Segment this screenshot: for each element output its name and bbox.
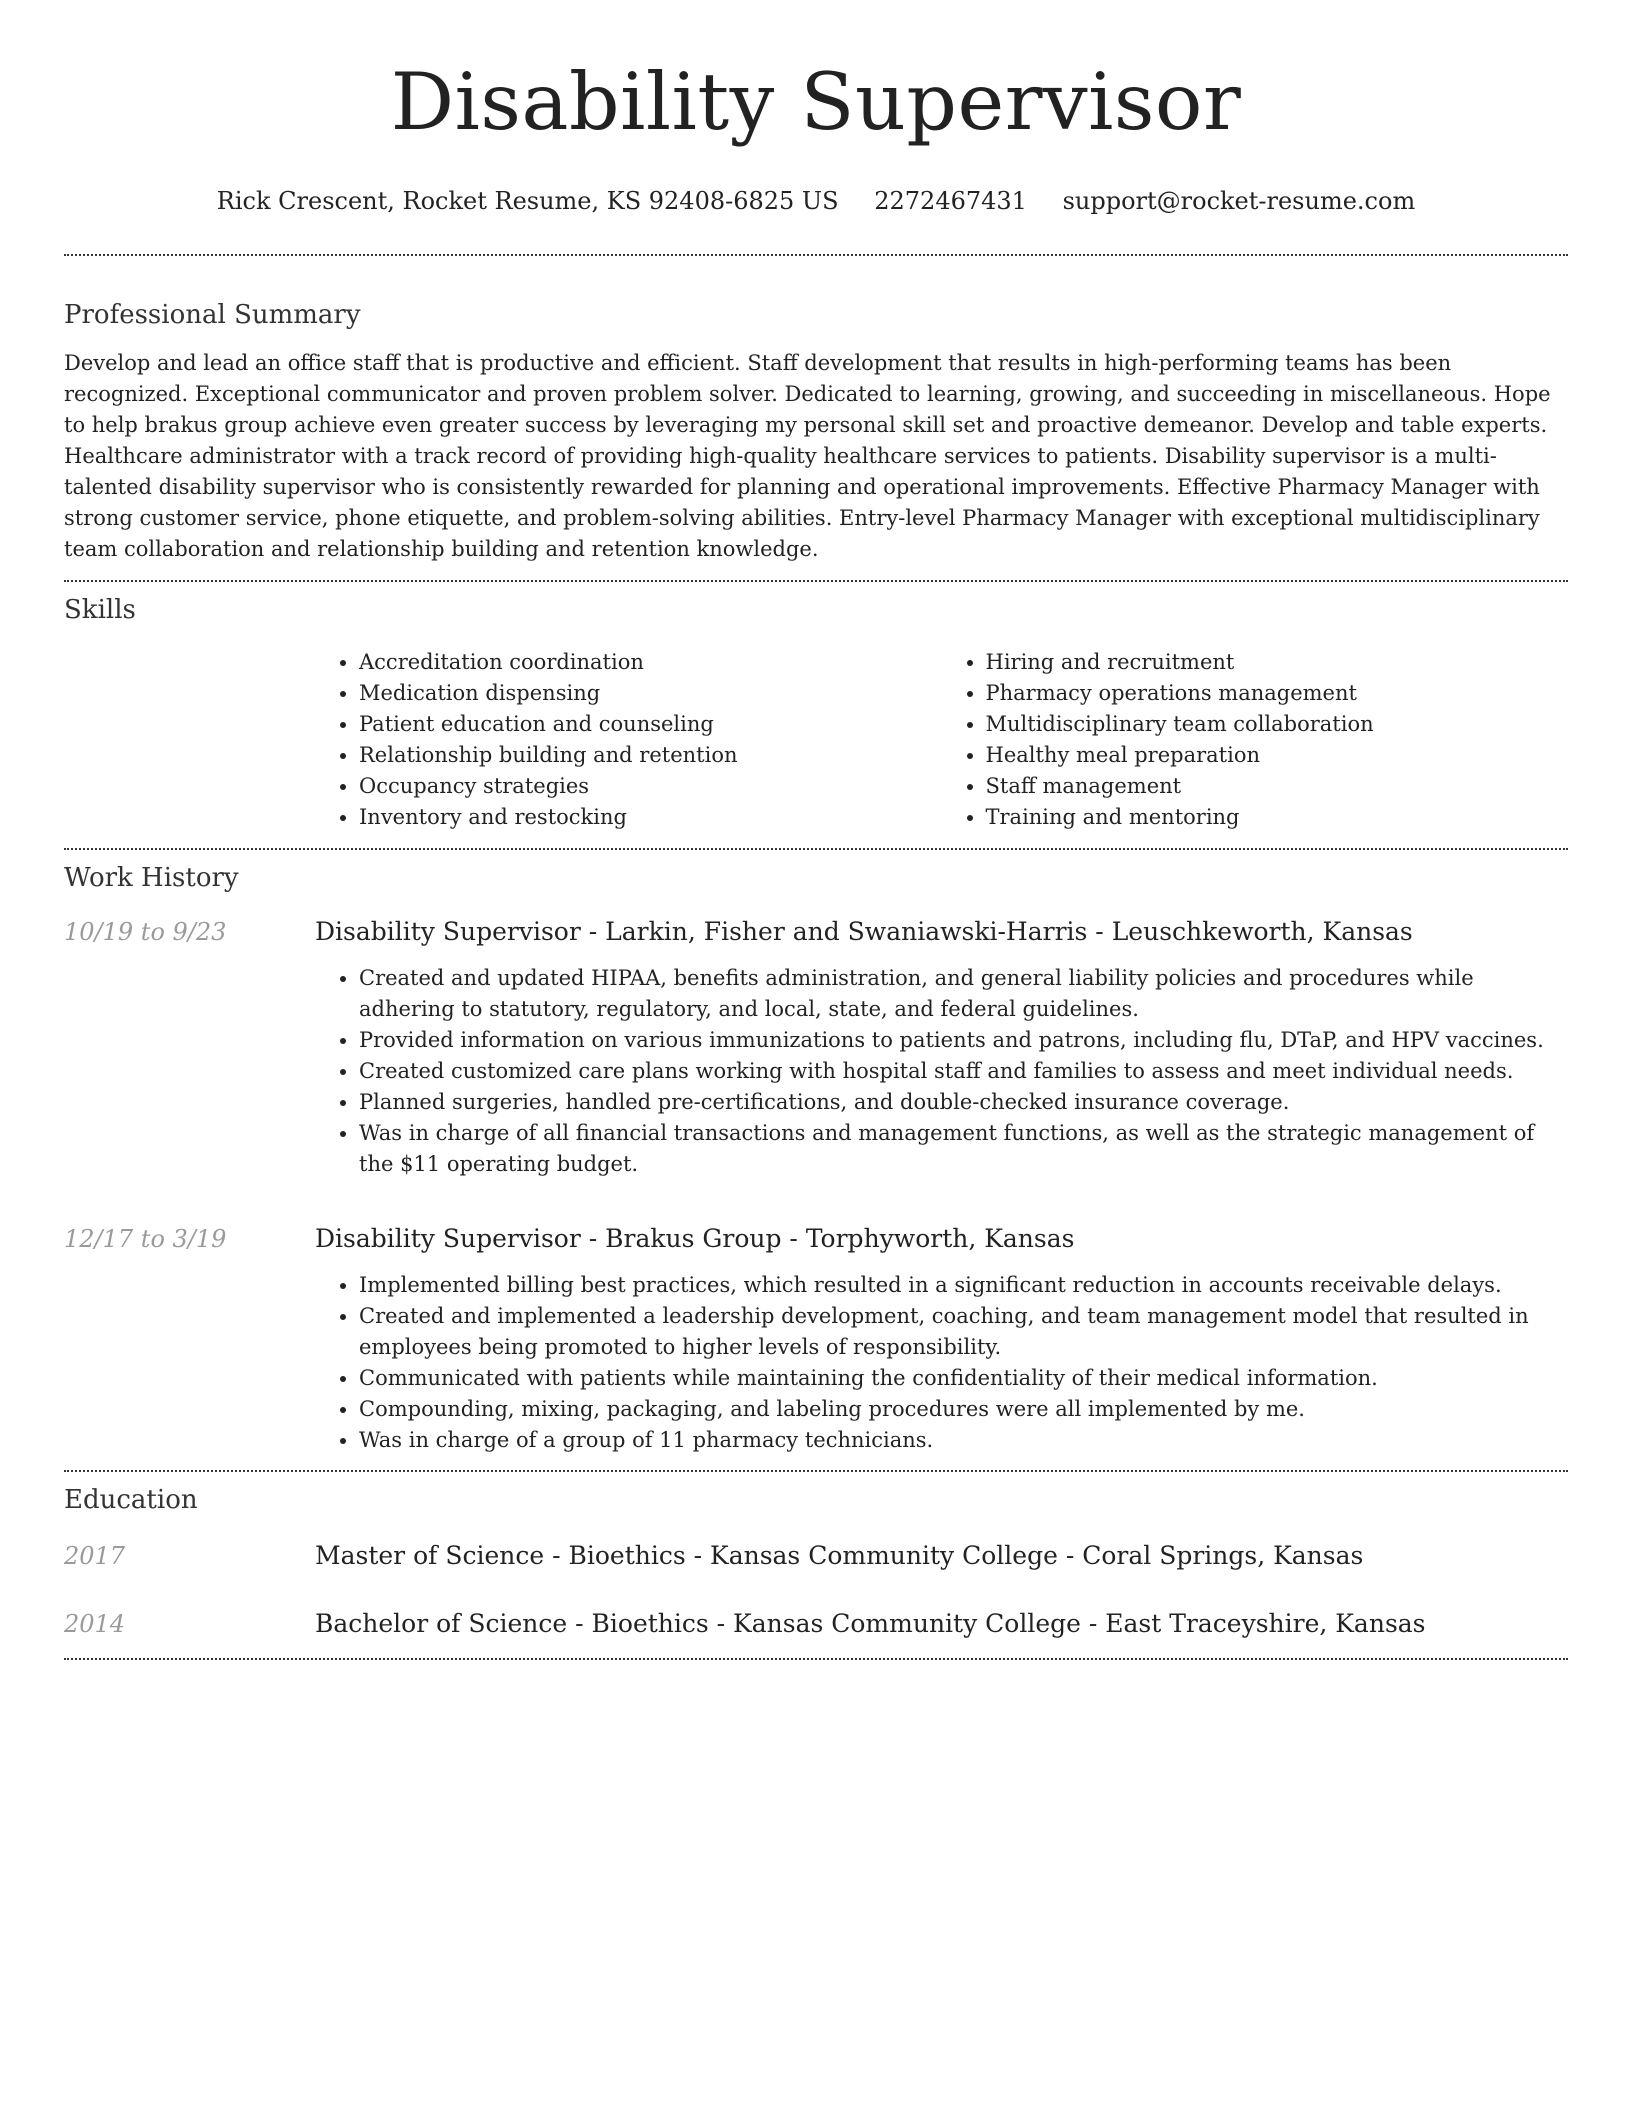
job-bullet: • Communicated with patients while maintaining the confidentiality of their medical information. [359, 1363, 1568, 1394]
skill-item: • Inventory and restocking [359, 802, 942, 833]
skill-item: • Pharmacy operations management [986, 678, 1569, 709]
job-title-line [315, 1222, 1074, 1256]
skill-item: • Patient education and counseling [359, 709, 942, 740]
job-company: - Larkin, Fisher and Swaniawski-Harris - Leuschkeworth, Kansas [580, 917, 1413, 946]
education-entry [64, 1539, 1568, 1573]
education-entry [64, 1607, 1568, 1641]
divider [64, 1658, 1568, 1660]
education-school: - Kansas Community College - Coral Springs, Kansas [685, 1541, 1364, 1570]
skills-section [64, 593, 1568, 833]
divider [64, 848, 1568, 850]
skill-item: • Healthy meal preparation [986, 740, 1569, 771]
job-bullet: • Planned surgeries, handled pre-certifications, and double-checked insurance coverage. [359, 1087, 1568, 1118]
education-line [315, 1539, 1363, 1573]
job-header [64, 1222, 1568, 1256]
summary-section [64, 298, 1568, 565]
education-section [64, 1483, 1568, 1641]
education-school: - Kansas Community College - East Traceyshire, Kansas [708, 1609, 1426, 1638]
work-section [64, 861, 1568, 1456]
skill-item: • Training and mentoring [986, 802, 1569, 833]
job-role: Disability Supervisor [315, 917, 581, 946]
job-role: Disability Supervisor [315, 1224, 581, 1253]
job-entry [64, 1222, 1568, 1456]
skills-column-right [942, 647, 1569, 833]
skill-item: • Occupancy strategies [359, 771, 942, 802]
skill-item: • Multidisciplinary team collaboration [986, 709, 1569, 740]
section-title-work: Work History [64, 863, 239, 893]
skill-item: • Hiring and recruitment [986, 647, 1569, 678]
section-title-summary: Professional Summary [64, 300, 361, 330]
skill-item: • Staff management [986, 771, 1569, 802]
job-bullet: • Was in charge of all financial transactions and management functions, as well as the strategic management of the $11 operating budget. [359, 1118, 1568, 1180]
job-dates: 10/19 to 9/23 [64, 918, 227, 946]
skills-list [315, 647, 1568, 833]
education-year: 2017 [64, 1542, 126, 1570]
contact-line [64, 186, 1568, 216]
skill-item: • Medication dispensing [359, 678, 942, 709]
skill-item: • Accreditation coordination [359, 647, 942, 678]
address: Rick Crescent, Rocket Resume, KS 92408-6825 US [216, 187, 839, 215]
divider [64, 1470, 1568, 1472]
section-title-education: Education [64, 1485, 198, 1515]
education-line [315, 1607, 1426, 1641]
email: support@rocket-resume.com [1062, 187, 1416, 215]
skill-item: • Relationship building and retention [359, 740, 942, 771]
job-header [64, 915, 1568, 949]
divider [64, 580, 1568, 582]
job-dates: 12/17 to 3/19 [64, 1225, 227, 1253]
job-bullet: • Created and updated HIPAA, benefits administration, and general liability policies and procedures while adhering to statutory, regulatory, and local, state, and federal guidelines. [359, 963, 1568, 1025]
job-bullet: • Created customized care plans working with hospital staff and families to assess and meet individual needs. [359, 1056, 1568, 1087]
job-bullet: • Implemented billing best practices, which resulted in a significant reduction in accounts receivable delays. [359, 1270, 1568, 1301]
job-bullet: • Was in charge of a group of 11 pharmacy technicians. [359, 1425, 1568, 1456]
skills-column-left [315, 647, 942, 833]
section-title-skills: Skills [64, 595, 136, 625]
divider [64, 254, 1568, 256]
job-bullet: • Provided information on various immunizations to patients and patrons, including flu, DTaP, and HPV vaccines. [359, 1025, 1568, 1056]
job-bullets [315, 963, 1568, 1180]
job-bullet: • Compounding, mixing, packaging, and labeling procedures were all implemented by me. [359, 1394, 1568, 1425]
education-degree: Bachelor of Science - Bioethics [315, 1609, 709, 1638]
education-degree: Master of Science - Bioethics [315, 1541, 686, 1570]
resume-page [64, 0, 1568, 1660]
job-company: - Brakus Group - Torphyworth, Kansas [580, 1224, 1075, 1253]
job-title-line [315, 915, 1413, 949]
job-bullet: • Created and implemented a leadership development, coaching, and team management model that resulted in employees being promoted to higher levels of responsibility. [359, 1301, 1568, 1363]
resume-name: Disability Supervisor [390, 56, 1242, 148]
summary-text: Develop and lead an office staff that is productive and efficient. Staff development that results in high-performing teams has been recognized. Exceptional communicator and proven problem solver. Dedicated to learning, growing, and succeeding in miscellaneous. Hope to help brakus group achieve even greater success by leveraging my personal skill set and proactive demeanor. Develop and table experts. Healthcare administrator with a track record of providing high-quality healthcare services to patients. Disability supervisor is a multi-talented disability supervisor who is consistently rewarded for planning and operational improvements. Effective Pharmacy Manager with strong customer service, phone etiquette, and problem-solving abilities. Entry-level Pharmacy Manager with exceptional multidisciplinary team collaboration and relationship building and retention knowledge. [64, 351, 1551, 561]
job-bullets [315, 1270, 1568, 1456]
job-entry [64, 915, 1568, 1180]
education-year: 2014 [64, 1610, 126, 1638]
phone: 2272467431 [874, 187, 1027, 215]
